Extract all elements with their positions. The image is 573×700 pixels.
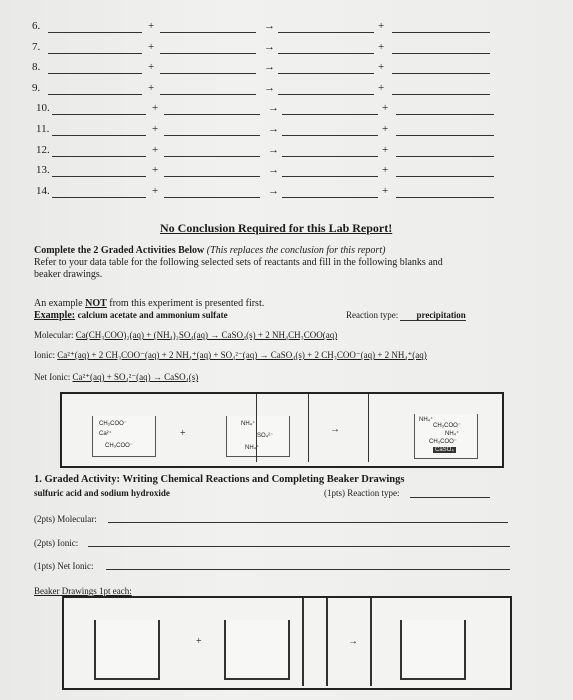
reactant-1-blank[interactable] — [52, 185, 146, 198]
beaker2-ion-3: NH₄⁺ — [245, 445, 260, 451]
product-2-blank[interactable] — [396, 123, 494, 136]
example-ionic-label: Ionic: — [34, 350, 55, 360]
example-molecular-eq: Ca(CH₃COO)₂(aq) + (NH₄)₂SO₄(aq) → CaSO₄(s) + 2 NH₄CH₃COO(aq) — [75, 330, 338, 340]
activity-reactants: sulfuric acid and sodium hydroxide — [34, 488, 170, 498]
reaction-row — [0, 183, 573, 203]
row-number: 8. — [32, 61, 41, 74]
plus-sign: + — [152, 123, 159, 135]
product-1-blank[interactable] — [282, 185, 378, 198]
example-intro-b: from this experiment is presented first. — [109, 298, 265, 309]
reactant-2-blank[interactable] — [160, 20, 256, 33]
example-molecular — [34, 330, 337, 340]
plus-sign: + — [378, 81, 385, 94]
example-reaction-type — [346, 310, 466, 320]
example-reaction-type-label: Reaction type: — [346, 310, 399, 320]
activity-arrow: → — [348, 636, 358, 647]
beaker3-ion-2: CH₃COO⁻ — [433, 423, 461, 429]
example-beaker-3 — [414, 414, 478, 459]
activity-beaker-1[interactable] — [94, 620, 160, 680]
reactant-2-blank[interactable] — [164, 102, 260, 115]
reactant-1-blank[interactable] — [52, 144, 146, 157]
row-number: 13. — [36, 164, 50, 177]
beaker1-ion-3: CH₃COO⁻ — [105, 443, 133, 449]
beaker3-ion-4: CH₃COO⁻ — [429, 439, 457, 445]
activity-divider-3 — [370, 598, 372, 686]
plus-sign: + — [152, 164, 159, 177]
reaction-row — [0, 121, 573, 141]
reaction-row — [0, 18, 573, 38]
reactant-2-blank[interactable] — [164, 123, 260, 136]
activity-ionic-label: (2pts) Ionic: — [34, 538, 79, 548]
example-intro-not: NOT — [85, 298, 107, 309]
example-net-eq: Ca²⁺(aq) + SO₄²⁻(aq) → CaSO₄(s) — [72, 372, 199, 382]
reactant-2-blank[interactable] — [164, 164, 260, 177]
arrow: → — [268, 184, 279, 197]
row-number: 10. — [36, 102, 50, 115]
product-2-blank[interactable] — [392, 41, 490, 54]
product-1-blank[interactable] — [282, 164, 378, 177]
product-2-blank[interactable] — [392, 61, 490, 74]
reactant-1-blank[interactable] — [48, 20, 142, 33]
arrow: → — [264, 20, 275, 32]
beaker2-ion-1: NH₄⁺ — [241, 421, 256, 427]
plus-sign: + — [152, 184, 159, 197]
example-beaker-1 — [92, 416, 156, 457]
beaker3-precipitate: CaSO₄ — [435, 447, 454, 453]
product-1-blank[interactable] — [278, 20, 374, 33]
instructions-bold: Complete the 2 Graded Activities Below — [34, 245, 205, 256]
product-1-blank[interactable] — [282, 123, 378, 136]
activity-reaction-type-blank[interactable] — [410, 497, 490, 498]
reaction-row — [0, 39, 573, 59]
example-divider-2 — [308, 394, 309, 462]
beaker1-ion-1: CH₃COO⁻ — [99, 421, 127, 427]
arrow: → — [268, 123, 279, 135]
product-1-blank[interactable] — [278, 41, 374, 54]
reactant-2-blank[interactable] — [160, 61, 256, 74]
instructions-italic: (This replaces the conclusion for this report) — [206, 245, 386, 256]
product-2-blank[interactable] — [396, 144, 494, 157]
activity-plus: + — [196, 636, 202, 647]
beaker2-ion-2: SO₄²⁻ — [257, 433, 274, 439]
no-conclusion-heading: No Conclusion Required for this Lab Report! — [160, 221, 393, 235]
product-1-blank[interactable] — [282, 102, 378, 115]
plus-sign: + — [378, 61, 385, 74]
arrow: → — [264, 61, 275, 74]
beaker3-ion-3: NH₄⁺ — [445, 431, 460, 437]
example-intro-a: An example — [34, 298, 83, 309]
plus-sign: + — [148, 81, 155, 94]
product-2-blank[interactable] — [392, 20, 490, 33]
plus-sign: + — [378, 20, 385, 32]
row-number: 6. — [32, 20, 41, 32]
example-reactants: calcium acetate and ammonium sulfate — [77, 310, 228, 320]
example-intro — [34, 298, 264, 309]
example-net-ionic — [34, 372, 198, 383]
example-header — [34, 310, 228, 321]
plus-sign: + — [378, 40, 385, 53]
arrow: → — [268, 143, 279, 156]
product-1-blank[interactable] — [278, 61, 374, 74]
plus-sign: + — [148, 40, 155, 53]
activity-molecular-blank[interactable] — [108, 522, 508, 523]
plus-sign: + — [382, 143, 389, 156]
reactant-1-blank[interactable] — [48, 82, 142, 95]
reactant-1-blank[interactable] — [52, 123, 146, 136]
instructions-line2: Refer to your data table for the following selected sets of reactants and fill in the following blanks and — [34, 257, 443, 268]
activity-title: 1. Graded Activity: Writing Chemical Reactions and Completing Beaker Drawings — [34, 474, 405, 485]
reaction-row — [0, 142, 573, 162]
activity-beaker-3[interactable] — [400, 620, 466, 680]
arrow: → — [268, 102, 279, 115]
beaker1-ion-2: Ca²⁺ — [99, 431, 112, 437]
activity-divider-1 — [302, 598, 304, 686]
reaction-row — [0, 59, 573, 79]
product-2-blank[interactable] — [396, 102, 494, 115]
reactant-1-blank[interactable] — [48, 61, 142, 74]
example-plus: + — [180, 428, 186, 439]
product-1-blank[interactable] — [278, 82, 374, 95]
row-number: 11. — [36, 123, 50, 135]
beaker3-ion-1: NH₄⁺ — [419, 417, 434, 423]
reactant-1-blank[interactable] — [52, 102, 146, 115]
example-divider-1 — [256, 394, 257, 462]
activity-reaction-type-label: (1pts) Reaction type: — [324, 488, 400, 498]
reactant-2-blank[interactable] — [160, 41, 256, 54]
example-divider-3 — [368, 394, 369, 462]
example-ionic-eq: Ca²⁺(aq) + 2 CH₃COO⁻(aq) + 2 NH₄⁺(aq) + SO₄²⁻(aq) → CaSO₄(s) + 2 CH₃COO⁻(aq) + 2 NH₄⁺(aq) — [57, 350, 427, 360]
reactant-2-blank[interactable] — [164, 144, 260, 157]
arrow: → — [264, 81, 275, 94]
activity-ionic-blank[interactable] — [88, 546, 510, 547]
example-net-label: Net Ionic: — [34, 372, 71, 382]
activity-net-label: (1pts) Net Ionic: — [34, 561, 94, 571]
activity-beaker-strip — [62, 596, 512, 690]
reactant-1-blank[interactable] — [48, 41, 142, 54]
example-beaker-strip — [60, 392, 504, 468]
reactant-2-blank[interactable] — [164, 185, 260, 198]
product-1-blank[interactable] — [282, 144, 378, 157]
reactant-1-blank[interactable] — [52, 164, 146, 177]
arrow: → — [268, 164, 279, 177]
product-2-blank[interactable] — [396, 185, 494, 198]
plus-sign: + — [382, 123, 389, 135]
example-ionic — [34, 350, 427, 361]
product-2-blank[interactable] — [392, 82, 490, 95]
reactant-2-blank[interactable] — [160, 82, 256, 95]
plus-sign: + — [148, 20, 155, 32]
example-beaker-2 — [226, 416, 290, 457]
activity-net-blank[interactable] — [106, 569, 510, 570]
instructions-line3: beaker drawings. — [34, 269, 103, 280]
activity-molecular-label: (2pts) Molecular: — [34, 514, 97, 524]
plus-sign: + — [148, 61, 155, 74]
example-label: Example: — [34, 310, 76, 321]
row-number: 9. — [32, 81, 41, 94]
reaction-row — [0, 100, 573, 120]
example-arrow: → — [330, 424, 340, 435]
product-2-blank[interactable] — [396, 164, 494, 177]
activity-divider-2 — [326, 598, 328, 686]
plus-sign: + — [382, 102, 389, 115]
activity-beaker-2[interactable] — [224, 620, 290, 680]
activity-beaker-label: Beaker Drawings 1pt each: — [34, 586, 132, 596]
arrow: → — [264, 40, 275, 53]
example-molecular-label: Molecular: — [34, 330, 74, 340]
plus-sign: + — [382, 184, 389, 197]
plus-sign: + — [152, 102, 159, 115]
row-number: 12. — [36, 143, 50, 156]
plus-sign: + — [152, 143, 159, 156]
row-number: 14. — [36, 184, 50, 197]
reaction-row — [0, 162, 573, 182]
row-number: 7. — [32, 40, 41, 53]
reaction-row — [0, 80, 573, 100]
example-reaction-type-value: precipitation — [400, 310, 465, 321]
instructions-line1 — [34, 245, 385, 256]
plus-sign: + — [382, 164, 389, 177]
